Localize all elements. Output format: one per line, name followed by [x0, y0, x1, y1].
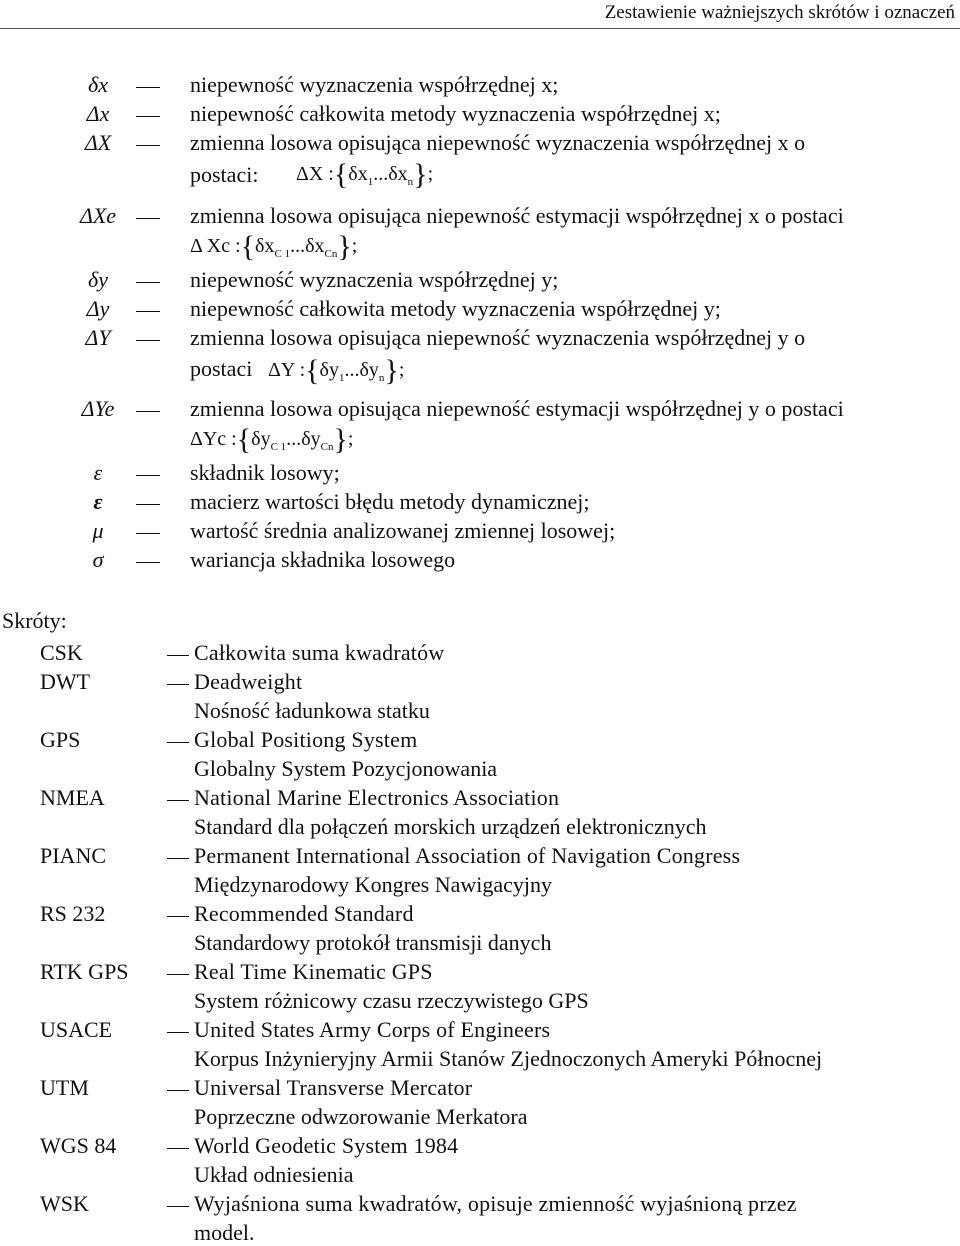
formula-delta-xc: Δ Xc $:\{\delta x_{C 1}...\delta x_{Cn}\}$;: [190, 230, 358, 263]
abbreviation: USACE: [40, 1017, 113, 1042]
dash: [136, 504, 160, 505]
abbreviation-translation: Poprzeczne odwzorowanie Merkatora: [194, 1104, 528, 1129]
abbreviation: PIANC: [40, 843, 107, 868]
symbol-description: niepewność całkowita metody wyznaczenia współrzędnej x;: [190, 101, 721, 126]
abbreviation-expansion: Recommended Standard: [194, 901, 414, 926]
abbreviation-translation: Nośność ładunkowa statku: [194, 698, 430, 723]
abbreviation-expansion: Universal Transverse Mercator: [194, 1075, 473, 1100]
symbol-description: niepewność wyznaczenia współrzędnej x;: [190, 72, 559, 97]
abbreviation-translation: Standardowy protokół transmisji danych: [194, 930, 552, 955]
symbol: ΔYe: [81, 396, 115, 421]
formula-delta-y: ΔY $:\{\delta y_1...\delta y_n\}$;: [268, 354, 405, 387]
abbreviation-expansion: Całkowita suma kwadratów: [194, 640, 445, 665]
abbreviation-translation: Korpus Inżynieryjny Armii Stanów Zjednoczonych Ameryki Północnej: [194, 1046, 823, 1071]
abbreviation-expansion: Deadweight: [194, 669, 303, 694]
symbol-description: macierz wartości błędu metody dynamicznej;: [190, 489, 590, 514]
symbol-description: składnik losowy;: [190, 460, 340, 485]
symbol: μ: [92, 518, 104, 543]
page-header: Zestawienie ważniejszych skrótów i oznaczeń: [604, 2, 955, 23]
abbreviation: WGS 84: [40, 1133, 117, 1158]
dash: [136, 533, 160, 534]
formula-delta-yc: ΔYc $:\{\delta y_{C 1}...\delta y_{Cn}\}$;: [190, 423, 354, 456]
dash: [167, 742, 189, 743]
abbreviation: UTM: [40, 1075, 89, 1100]
dash: [136, 311, 160, 312]
dash: [136, 87, 160, 88]
symbol: Δy: [86, 296, 110, 321]
symbol-description: zmienna losowa opisująca niepewność estymacji współrzędnej y o postaci: [190, 396, 844, 421]
abbreviation-expansion: United States Army Corps of Engineers: [194, 1017, 551, 1042]
abbreviation-translation: Międzynarodowy Kongres Nawigacyjny: [194, 872, 553, 897]
dash: [167, 684, 189, 685]
abbreviation-expansion: Real Time Kinematic GPS: [194, 959, 433, 984]
dash: [136, 411, 160, 412]
dash: [136, 145, 160, 146]
dash: [167, 800, 189, 801]
dash: [167, 1148, 189, 1149]
abbreviation-expansion: Wyjaśniona suma kwadratów, opisuje zmienność wyjaśnioną przez: [194, 1191, 797, 1216]
symbol-description: niepewność całkowita metody wyznaczenia współrzędnej y;: [190, 296, 721, 321]
symbol: δx: [88, 72, 108, 97]
dash: [167, 916, 189, 917]
abbreviation-translation: Układ odniesienia: [194, 1162, 354, 1187]
formula-delta-x: ΔX $:\{\delta x_1...\delta x_n\}$;: [296, 158, 434, 191]
abbreviation: RTK GPS: [40, 959, 129, 984]
abbreviations-heading: Skróty:: [2, 608, 67, 633]
dash: [136, 116, 160, 117]
dash: [136, 475, 160, 476]
dash: [136, 340, 160, 341]
abbreviation: RS 232: [40, 901, 106, 926]
abbreviation-translation: Globalny System Pozycjonowania: [194, 756, 498, 781]
abbreviation-expansion: Permanent International Association of Navigation Congress: [194, 843, 741, 868]
dash: [167, 1206, 189, 1207]
dash: [136, 562, 160, 563]
symbol-description: niepewność wyznaczenia współrzędnej y;: [190, 267, 559, 292]
header-rule: [0, 28, 960, 29]
symbol-description: zmienna losowa opisująca niepewność wyznaczenia współrzędnej x o: [190, 130, 806, 155]
symbol: δy: [88, 267, 108, 292]
abbreviation: CSK: [40, 640, 83, 665]
abbreviation-translation: Standard dla połączeń morskich urządzeń elektronicznych: [194, 814, 707, 839]
symbol: ε: [93, 489, 103, 514]
abbreviation-translation: System różnicowy czasu rzeczywistego GPS: [194, 988, 589, 1013]
symbol-description: zmienna losowa opisująca niepewność wyznaczenia współrzędnej y o: [190, 325, 806, 350]
abbreviation-expansion: World Geodetic System 1984: [194, 1133, 459, 1158]
abbreviation-expansion: Global Positiong System: [194, 727, 418, 752]
symbol: σ: [92, 547, 104, 572]
dash: [167, 1032, 189, 1033]
abbreviation-expansion: National Marine Electronics Association: [194, 785, 560, 810]
dash: [167, 974, 189, 975]
dash: [167, 655, 189, 656]
symbol: ε: [93, 460, 103, 485]
description-continuation: postaci: [190, 356, 253, 381]
symbol-description: zmienna losowa opisująca niepewność estymacji współrzędnej x o postaci: [190, 203, 844, 228]
abbreviation: DWT: [40, 669, 91, 694]
symbol: ΔXe: [79, 203, 117, 228]
abbreviation: NMEA: [40, 785, 105, 810]
symbol: ΔX: [84, 130, 112, 155]
abbreviation: WSK: [40, 1191, 89, 1216]
dash: [167, 858, 189, 859]
symbol: Δx: [86, 101, 110, 126]
dash: [136, 218, 160, 219]
abbreviation-translation: model.: [194, 1220, 255, 1245]
abbreviation: GPS: [40, 727, 81, 752]
symbol-description: wariancja składnika losowego: [190, 547, 456, 572]
description-continuation: postaci:: [190, 162, 259, 187]
dash: [136, 282, 160, 283]
dash: [167, 1090, 189, 1091]
symbol: ΔY: [85, 325, 111, 350]
symbol-description: wartość średnia analizowanej zmiennej losowej;: [190, 518, 616, 543]
